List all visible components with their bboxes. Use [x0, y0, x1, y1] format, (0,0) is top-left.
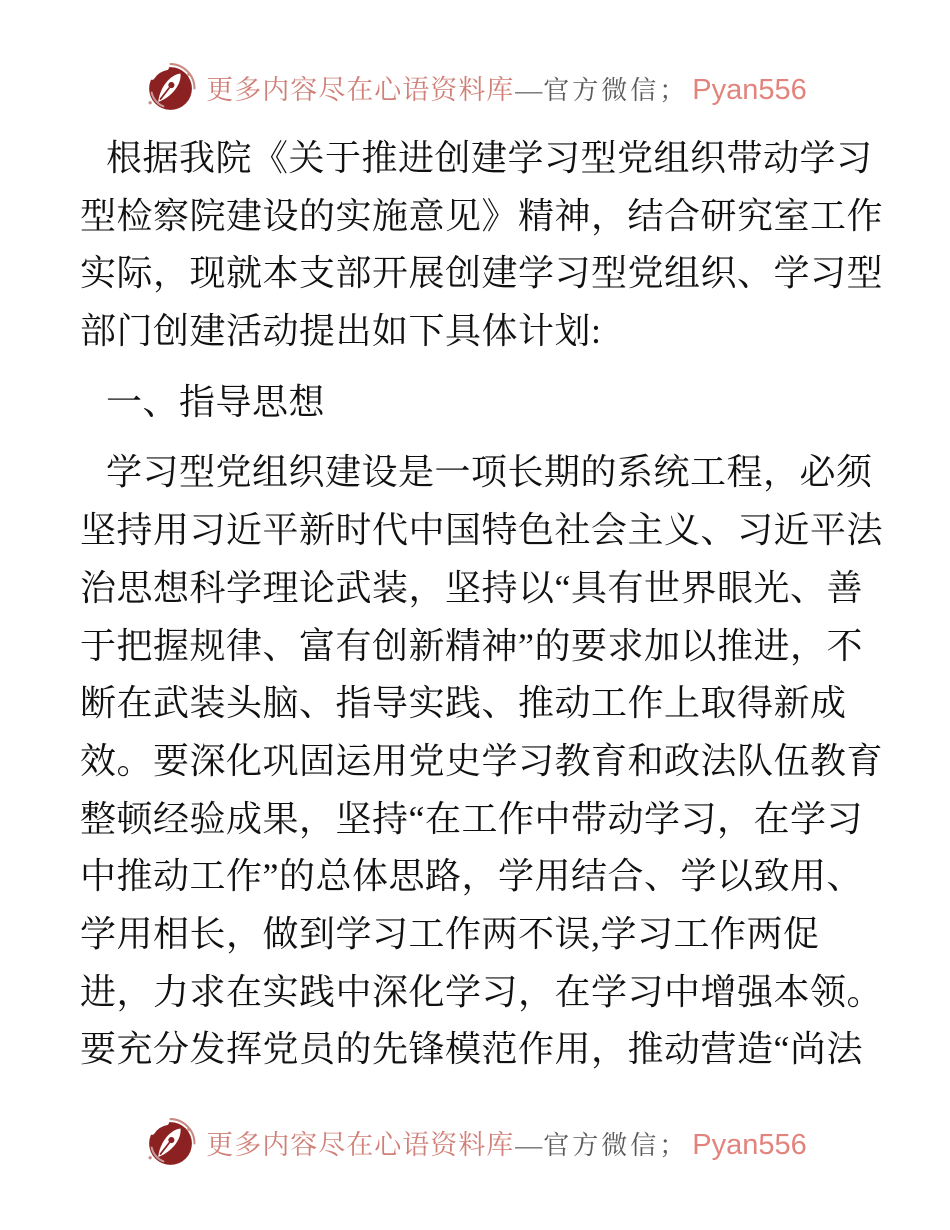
text-line: 治思想科学理论武装，坚持以“具有世界眼光、善	[80, 567, 863, 608]
brand-separator: —	[515, 1129, 543, 1160]
header-banner	[0, 58, 950, 116]
brand-separator: —	[515, 74, 543, 105]
text-line: 进，力求在实践中深化学习，在学习中增强本领。	[80, 971, 884, 1012]
text-line: 中推动工作”的总体思路，学用结合、学以致用、	[80, 856, 863, 897]
text-line: 学习型党组织建设是一项长期的系统工程，必须	[106, 452, 873, 493]
pen-nib-logo-icon	[143, 61, 196, 114]
paragraph-guiding-ideology	[80, 444, 884, 1079]
wechat-id: Pyan556	[692, 73, 807, 106]
text-line: 根据我院《关于推进创建学习型党组织带动学习	[106, 138, 873, 178]
footer-banner	[0, 1113, 950, 1171]
brand-slogan: 更多内容尽在心语资料库	[206, 74, 515, 105]
text-line: 学用相长，做到学习工作两不误,学习工作两促	[80, 913, 820, 954]
paragraph-intro	[80, 130, 884, 361]
brand-slogan: 更多内容尽在心语资料库	[206, 1129, 515, 1160]
section-heading-guiding-ideology: 一、指导思想	[106, 381, 326, 422]
wechat-label: 官方微信；	[543, 1130, 689, 1160]
text-line: 实际，现就本支部开展创建学习型党组织、学习型	[80, 253, 884, 294]
wechat-label: 官方微信；	[543, 75, 689, 105]
text-line: 效。要深化巩固运用党史学习教育和政法队伍教育	[80, 740, 884, 781]
header-banner-text	[206, 68, 807, 107]
document-body	[80, 130, 884, 1079]
pen-nib-logo-icon	[143, 1116, 196, 1169]
text-line: 断在武装头脑、指导实践、推动工作上取得新成	[80, 683, 847, 724]
text-line: 部门创建活动提出如下具体计划:	[80, 311, 602, 352]
text-line: 要充分发挥党员的先锋模范作用，推动营造“尚法	[80, 1029, 863, 1070]
text-line: 型检察院建设的实施意见》精神，结合研究室工作	[80, 195, 884, 236]
text-line: 整顿经验成果，坚持“在工作中带动学习，在学习	[80, 798, 863, 839]
footer-banner-text	[206, 1123, 807, 1162]
text-line: 坚持用习近平新时代中国特色社会主义、习近平法	[80, 510, 884, 551]
text-line: 于把握规律、富有创新精神”的要求加以推进，不	[80, 625, 863, 666]
wechat-id: Pyan556	[692, 1128, 807, 1161]
